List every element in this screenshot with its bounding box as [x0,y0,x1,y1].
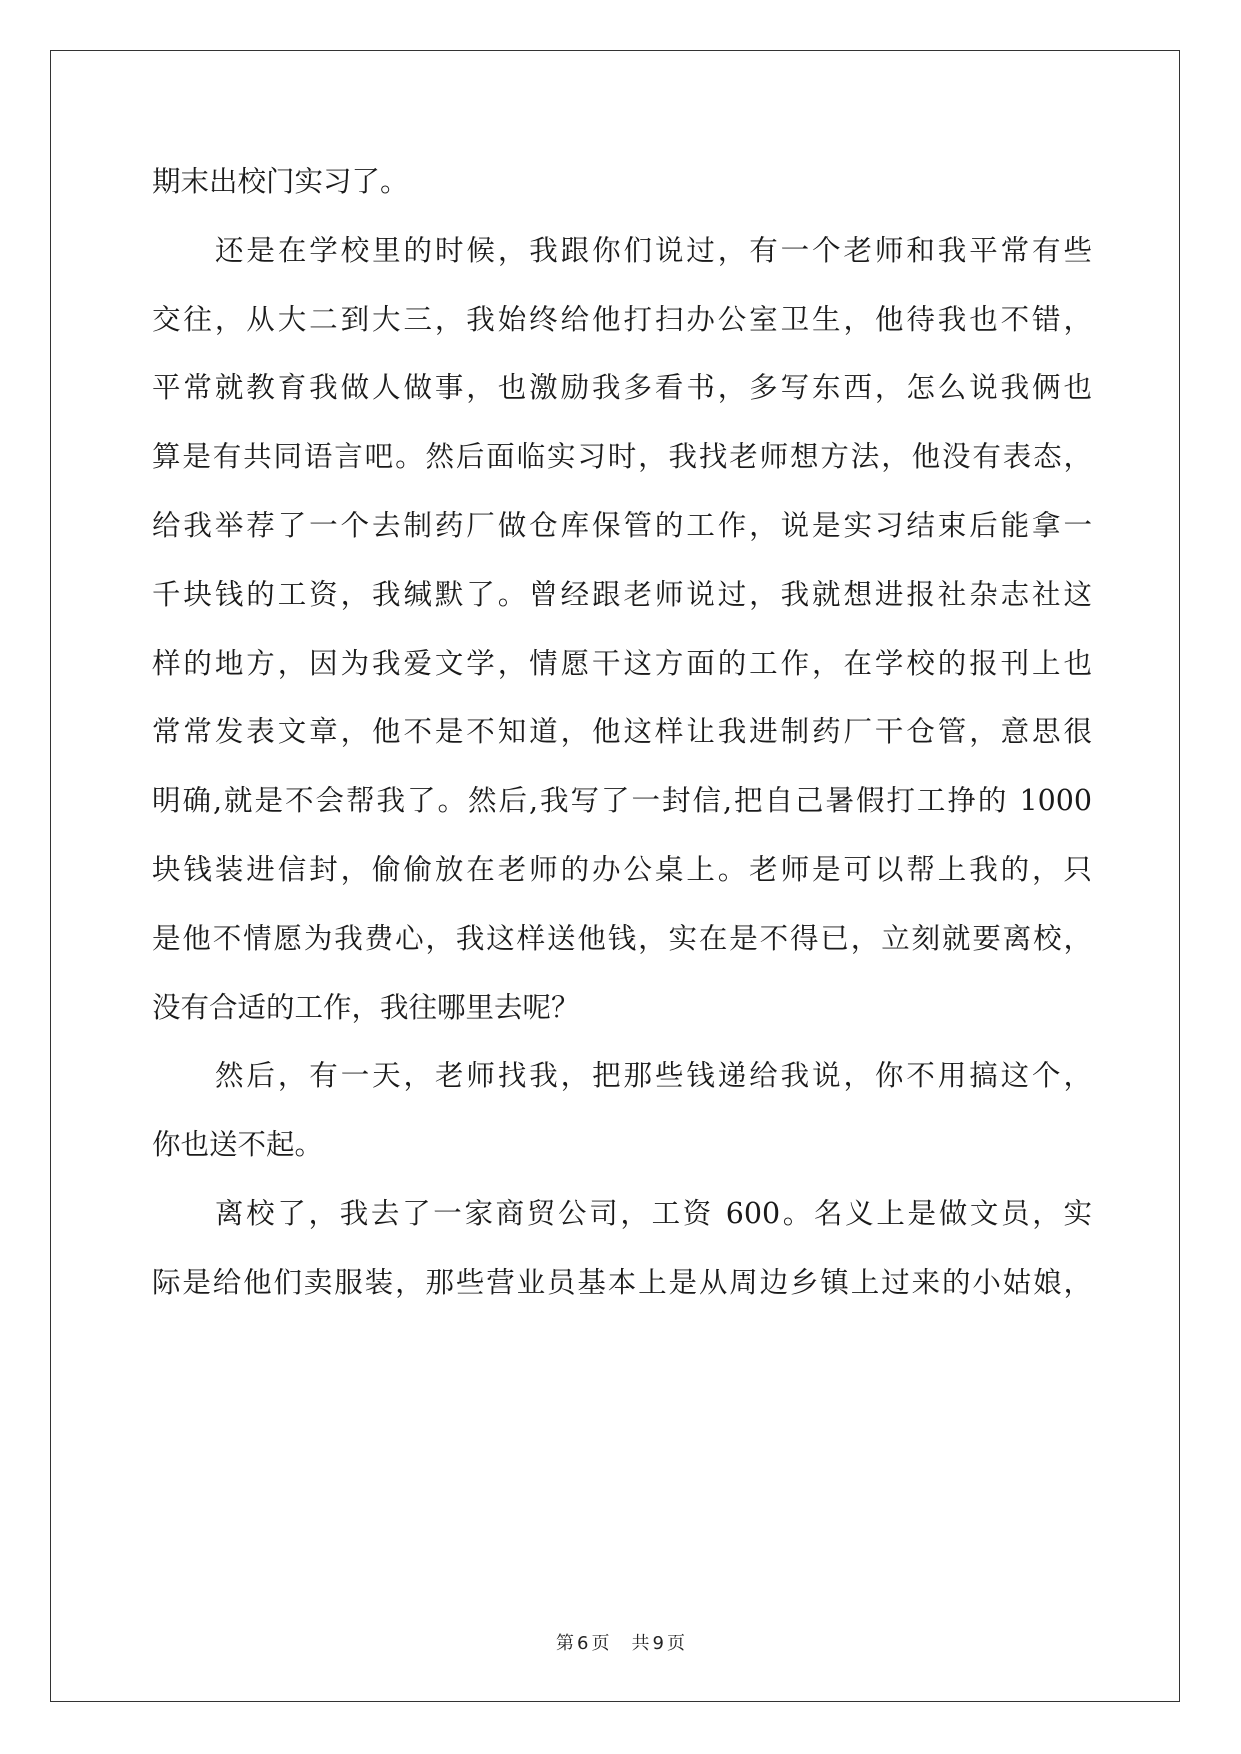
page-label-suffix: 页 [591,1633,610,1654]
text-line: 交往，从大二到大三，我始终给他打扫办公室卫生，他待我也不错， [152,302,1092,336]
page-label-prefix: 第 [556,1633,575,1654]
text-line: 你也送不起。 [152,1128,324,1162]
text-line: 离校了，我去了一家商贸公司，工资 600。名义上是做文员，实 [215,1196,1092,1230]
page-number: 6 [577,1633,589,1654]
text-line: 明确,就是不会帮我了。然后,我写了一封信,把自己暑假打工挣的 1000 [152,784,1092,818]
total-label-prefix: 共 [631,1633,650,1654]
text-line: 际是给他们卖服装，那些营业员基本上是从周边乡镇上过来的小姑娘， [152,1265,1092,1299]
text-line: 然后，有一天，老师找我，把那些钱递给我说，你不用搞这个， [215,1059,1092,1093]
text-line: 块钱装进信封，偷偷放在老师的办公桌上。老师是可以帮上我的，只 [152,852,1092,886]
text-line: 还是在学校里的时候，我跟你们说过，有一个老师和我平常有些 [215,233,1092,267]
text-line: 常常发表文章，他不是不知道，他这样让我进制药厂干仓管，意思很 [152,715,1092,749]
total-pages: 9 [652,1633,664,1654]
document-body [152,162,1092,1332]
text-line: 样的地方，因为我爱文学，情愿干这方面的工作，在学校的报刊上也 [152,646,1092,680]
text-line: 期末出校门实习了。 [152,165,409,198]
text-line: 算是有共同语言吧。然后面临实习时，我找老师想方法，他没有表态， [152,440,1092,474]
total-label-suffix: 页 [666,1633,685,1654]
page-footer [0,1629,1241,1655]
text-line: 没有合适的工作，我往哪里去呢？ [152,990,580,1024]
text-line: 千块钱的工资，我缄默了。曾经跟老师说过，我就想进报社杂志社这 [152,577,1092,611]
text-line: 是他不情愿为我费心，我这样送他钱，实在是不得已，立刻就要离校， [152,921,1092,955]
text-line: 给我举荐了一个去制药厂做仓库保管的工作，说是实习结束后能拿一 [152,508,1092,542]
text-line: 平常就教育我做人做事，也激励我多看书，多写东西，怎么说我俩也 [152,371,1092,405]
